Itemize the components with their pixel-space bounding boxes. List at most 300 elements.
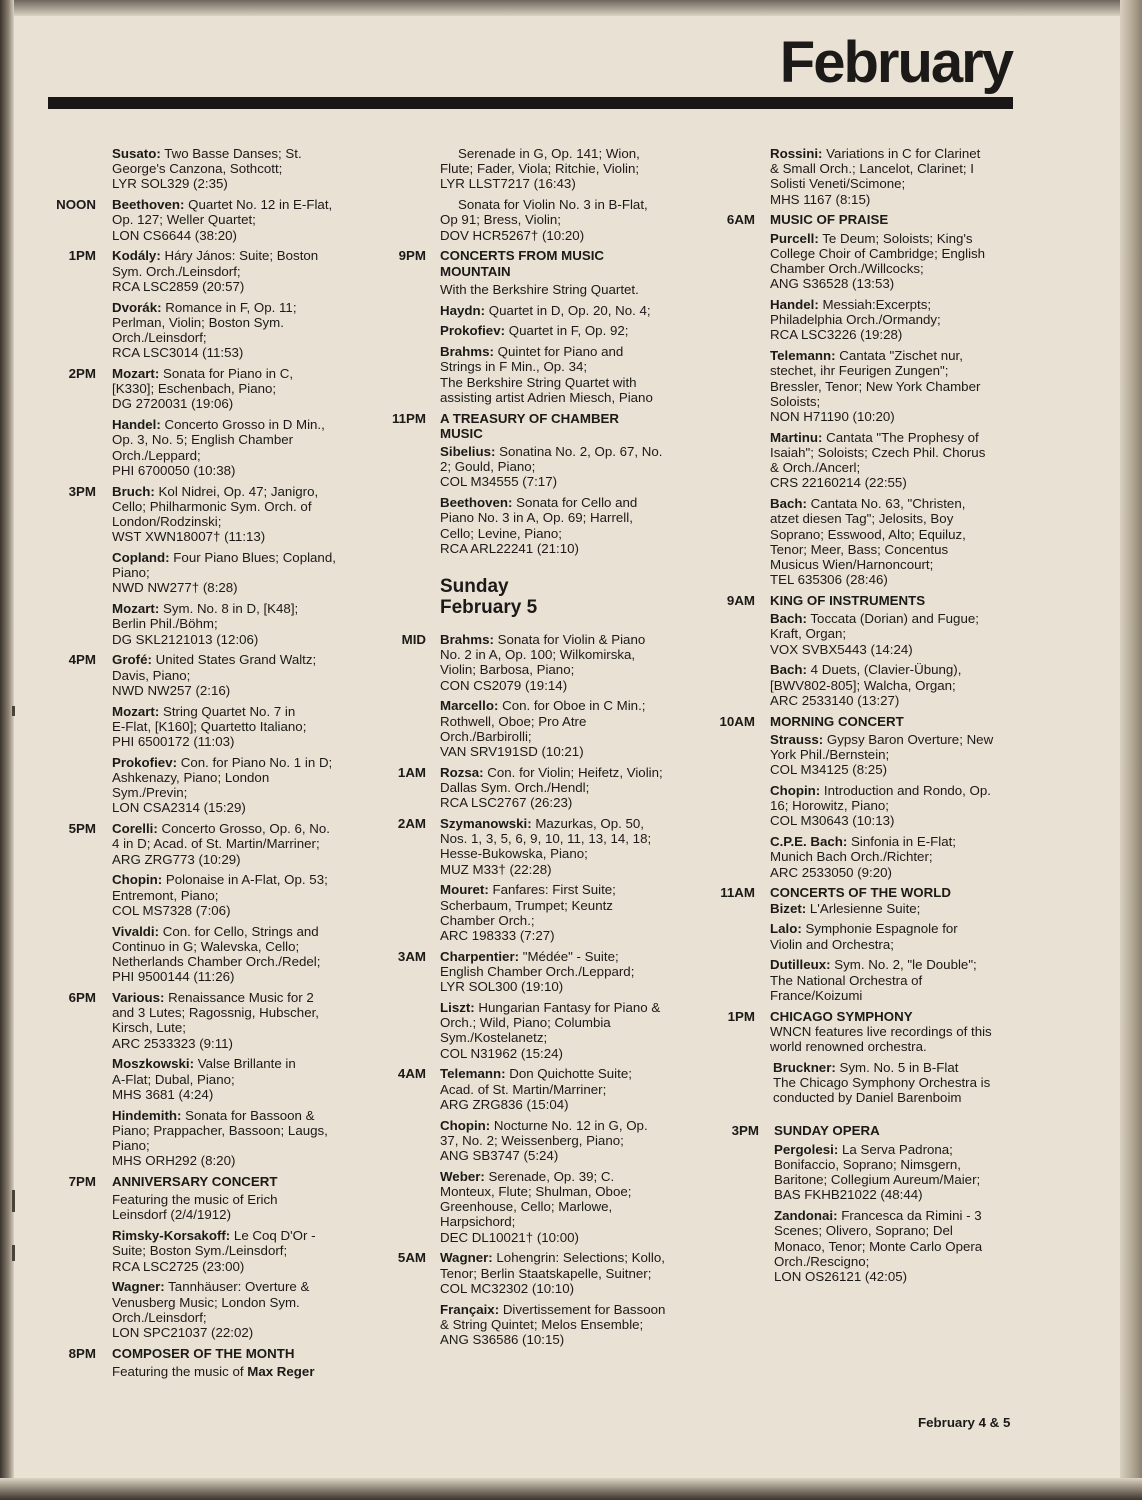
entry-line: Liszt: Hungarian Fantasy for Piano & (440, 1000, 661, 1016)
program-entry (770, 430, 1037, 491)
composer-name: Wagner: (112, 1279, 165, 1295)
entry-line: Haydn: Quartet in D, Op. 20, No. 4; (440, 302, 651, 318)
program-entry (112, 550, 370, 596)
entry-line: Kraft, Organ; (770, 626, 847, 642)
entry-line: Serenade in G, Op. 141; Wion, (458, 146, 640, 161)
time-slot-7pm (50, 1174, 370, 1228)
slot-continuation (385, 303, 713, 405)
page-edge-bottom (0, 1478, 1142, 1500)
entry-line: Bach: Toccata (Dorian) and Fugue; (770, 611, 979, 627)
entry-line: CRS 22160214 (22:55) (770, 475, 907, 491)
entry-line: stechet, ihr Feurigen Zungen"; (770, 363, 949, 379)
entry-line: Pergolesi: La Serva Padrona; (774, 1141, 953, 1157)
program-entry (112, 755, 370, 816)
binding-mark (12, 1190, 15, 1212)
slot-body (426, 411, 713, 444)
entry-line: RCA LSC2859 (20:57) (112, 278, 245, 294)
entry-line: Chopin: Polonaise in A-Flat, Op. 53; (112, 872, 328, 888)
composer-name: Brahms: (440, 344, 494, 360)
entry-line: RCA LSC2725 (23:00) (112, 1258, 245, 1274)
entry-line: atzet diesen Tag"; Jelosits, Boy (770, 511, 954, 527)
entry-line: Piano; Prappacher, Bassoon; Laugs, (112, 1122, 328, 1138)
page-title: February (779, 30, 1012, 95)
entry-line: Op 91; Bress, Violin; (440, 212, 561, 228)
entry-line: Scherbaum, Trumpet; Keuntz (440, 897, 613, 913)
composer-name: Brahms: (440, 632, 494, 648)
entry-line: Brahms: Sonata for Violin & Piano (440, 632, 646, 648)
program-description (770, 1024, 1037, 1054)
slot-continuation (715, 231, 1037, 588)
entry-line: Philadelphia Orch./Ormandy; (770, 312, 941, 328)
entry-line: LON CSA2314 (15:29) (112, 800, 246, 816)
slot-continuation (715, 1060, 1037, 1106)
entry-line: ARG ZRG773 (10:29) (112, 851, 241, 867)
entry-line: English Chamber Orch./Leppard; (440, 964, 635, 980)
slot-body (759, 1123, 1037, 1141)
composer-name: Kodály: (112, 248, 161, 264)
entry-line: Dallas Sym. Orch./Hendl; (440, 780, 590, 796)
program-entry (112, 366, 370, 412)
program-heading: SUNDAY OPERA (774, 1123, 880, 1139)
slot-body (426, 816, 713, 882)
entry-line: Musicus Wien/Harnoncourt; (770, 557, 934, 573)
entry-line: Orch./Leinsdorf; (112, 330, 207, 346)
composer-name: Rozsa: (440, 764, 484, 780)
page-edge-left (0, 0, 14, 1500)
slot-continuation (715, 611, 1037, 708)
entry-line: Prokofiev: Quartet in F, Op. 92; (440, 323, 629, 339)
time-label: 5PM (68, 821, 96, 837)
entry-line: Telemann: Cantata "Zischet nur, (770, 348, 963, 364)
entry-line: Ashkenazy, Piano; London (112, 770, 270, 786)
program-heading: COMPOSER OF THE MONTH (112, 1345, 295, 1361)
entry-line: Piano; (112, 565, 150, 581)
time-label: 6AM (726, 212, 755, 228)
time-slot-9am (715, 593, 1037, 611)
entry-line: George's Canzona, Sothcott; (112, 161, 283, 177)
entry-line: Sym. Orch./Leinsdorf; (112, 263, 241, 279)
program-entry (440, 698, 713, 759)
entry-line: ARC 2533050 (9:20) (770, 864, 892, 880)
time-slot-9pm (385, 248, 713, 302)
entry-line: ARG ZRG836 (15:04) (440, 1096, 569, 1112)
page-footer: February 4 & 5 (918, 1415, 1011, 1430)
continued-slot (715, 146, 1037, 207)
entry-line: The Berkshire String Quartet with (440, 374, 637, 390)
time-label: 8PM (68, 1345, 96, 1361)
entry-line: Sym./Kostelanetz; (440, 1030, 548, 1046)
time-label: 11PM (391, 410, 426, 426)
time-label: 7PM (68, 1174, 96, 1190)
slot-body (96, 248, 370, 299)
program-heading: MORNING CONCERT (770, 713, 904, 729)
composer-name: Copland: (112, 550, 170, 566)
entry-line: Weber: Serenade, Op. 39; C. (440, 1168, 615, 1184)
program-description (112, 1192, 370, 1222)
time-label: 3PM (68, 483, 96, 499)
entry-line: C.P.E. Bach: Sinfonia in E-Flat; (770, 834, 957, 850)
entry-line: CON CS2079 (19:14) (440, 677, 568, 693)
entry-line: Rossini: Variations in C for Clarinet (770, 146, 981, 161)
heading-line: MOUNTAIN (440, 263, 511, 279)
entry-line: ANG SB3747 (5:24) (440, 1148, 559, 1164)
slot-continuation (715, 921, 1037, 1003)
description-line: Featuring the music of Erich (112, 1192, 278, 1208)
program-entry (112, 1056, 370, 1102)
entry-line: COL M34125 (8:25) (770, 762, 888, 778)
program-heading (440, 248, 713, 278)
entry-line: ANG S36528 (13:53) (770, 276, 895, 292)
entry-line: conducted by Daniel Barenboim (773, 1090, 962, 1106)
entry-line: Rothwell, Oboe; Pro Atre (440, 713, 587, 729)
entry-line: LON CS6644 (38:20) (112, 227, 237, 243)
composer-name: Handel: (770, 297, 819, 313)
entry-line: Mozart: Sym. No. 8 in D, [K48]; (112, 601, 299, 617)
program-entry (112, 1279, 370, 1340)
entry-line: Handel: Messiah:Excerpts; (770, 297, 932, 313)
entry-line: TEL 635306 (28:46) (770, 572, 888, 588)
heading-line: CONCERTS FROM MUSIC (440, 248, 604, 264)
entry-line: RCA LSC3014 (11:53) (112, 345, 244, 361)
entry-line: ARC 2533140 (13:27) (770, 692, 900, 708)
schedule-column-3 (715, 146, 1037, 1290)
time-label: MID (401, 632, 426, 648)
entry-line: DEC DL10021† (10:00) (440, 1229, 579, 1245)
slot-continuation (385, 882, 713, 943)
entry-line: DG SKL2121013 (12:06) (112, 631, 259, 647)
description-line: WNCN features live recordings of this (770, 1023, 992, 1039)
time-label: 1PM (68, 248, 96, 264)
entry-line: Soprano; Esswood, Alto; Equiluz, (770, 526, 966, 542)
entry-line: Chopin: Introduction and Rondo, Op. (770, 783, 991, 799)
time-slot-10am (715, 714, 1037, 732)
continued-slot (385, 146, 713, 243)
composer-name: Bach: (770, 496, 807, 512)
composer-name: Corelli: (112, 821, 158, 837)
entry-line: 4 in D; Acad. of St. Martin/Marriner; (112, 836, 320, 852)
entry-line: A-Flat; Dubal, Piano; (112, 1071, 235, 1087)
slot-body (426, 248, 713, 302)
entry-line: Prokofiev: Con. for Piano No. 1 in D; (112, 754, 333, 770)
entry-line: Rozsa: Con. for Violin; Heifetz, Violin; (440, 764, 663, 780)
program-entry (440, 632, 713, 693)
time-label: 2PM (68, 366, 96, 382)
composer-name: Telemann: (440, 1066, 506, 1082)
time-label: 3PM (731, 1123, 759, 1139)
time-slot-6pm (50, 990, 370, 1056)
entry-line: COL M30643 (10:13) (770, 813, 895, 829)
entry-line: Violin and Orchestra; (770, 936, 894, 952)
slot-body (755, 714, 1037, 732)
program-entry (770, 348, 1037, 424)
program-description: With the Berkshire String Quartet. (440, 281, 639, 297)
slot-body (426, 632, 713, 698)
program-heading: KING OF INSTRUMENTS (770, 593, 926, 609)
entry-line: LON SPC21037 (22:02) (112, 1325, 254, 1341)
entry-line: WST XWN18007† (11:13) (112, 529, 266, 545)
entry-line: Orch./Leinsdorf; (112, 1309, 207, 1325)
entry-line: NWD NW257 (2:16) (112, 682, 231, 698)
entry-line: Cello; Levine, Piano; (440, 525, 562, 541)
time-label: NOON (56, 197, 96, 213)
entry-line: assisting artist Adrien Miesch, Piano (440, 389, 653, 405)
entry-line: Nos. 1, 3, 5, 6, 9, 10, 11, 13, 14, 18; (440, 831, 652, 847)
composer-name: Françaix: (440, 1301, 500, 1317)
entry-line: RCA LSC3226 (19:28) (770, 327, 903, 343)
program-entry (112, 248, 370, 294)
entry-line: LON OS26121 (42:05) (774, 1268, 908, 1284)
entry-line: COL MC32302 (10:10) (440, 1280, 575, 1296)
entry-line: Brahms: Quintet for Piano and (440, 344, 624, 360)
slot-continuation (385, 444, 713, 556)
composer-name: Liszt: (440, 1000, 475, 1016)
entry-line: Sonata for Violin No. 3 in B-Flat, (458, 197, 648, 213)
entry-line: College Choir of Cambridge; English (770, 245, 986, 261)
entry-line: Various: Renaissance Music for 2 (112, 990, 314, 1006)
entry-line: MHS ORH292 (8:20) (112, 1153, 236, 1169)
composer-name: Rimsky-Korsakoff: (112, 1228, 231, 1244)
entry-line: Strauss: Gypsy Baron Overture; New (770, 731, 994, 747)
slot-body (755, 212, 1037, 230)
entry-line: Harpsichord; (440, 1214, 516, 1230)
time-label: 2AM (397, 816, 426, 832)
entry-line: Lalo: Symphonie Espagnole for (770, 921, 958, 937)
entry-line: Rimsky-Korsakoff: Le Coq D'Or - (112, 1228, 316, 1244)
entry-line: VAN SRV191SD (10:21) (440, 744, 584, 760)
entry-line: Bruch: Kol Nidrei, Op. 47; Janigro, (112, 483, 319, 499)
slot-body (96, 1346, 370, 1385)
binding-mark (12, 706, 15, 716)
heading-line: MUSIC (440, 425, 483, 441)
time-label: 10AM (719, 713, 755, 729)
entry-line: & Orch./Ancerl; (770, 460, 861, 476)
entry-line: Strings in F Min., Op. 34; (440, 359, 588, 375)
entry-line: Piano No. 3 in A, Op. 69; Harrell, (440, 510, 633, 526)
entry-line: [K330]; Eschenbach, Piano; (112, 381, 277, 397)
entry-line: Mozart: Sonata for Piano in C, (112, 366, 294, 382)
composer-name: Mouret: (440, 882, 489, 898)
entry-line: Grofé: United States Grand Waltz; (112, 652, 317, 668)
entry-line: Bach: Cantata No. 63, "Christen, (770, 496, 966, 512)
composer-name: Bruckner: (773, 1059, 836, 1075)
entry-line: Orch./Rescigno; (774, 1253, 870, 1269)
entry-line: Hindemith: Sonata for Bassoon & (112, 1107, 315, 1123)
time-slot-noon (50, 197, 370, 248)
program-entry (773, 1060, 1037, 1106)
entry-line: Bruckner: Sym. No. 5 in B-Flat (773, 1059, 959, 1075)
composer-name: Moszkowski: (112, 1056, 195, 1072)
day-header-line: Sunday (440, 576, 509, 598)
slot-body (426, 765, 713, 816)
program-entry (770, 732, 1037, 778)
entry-line: 2; Gould, Piano; (440, 459, 536, 475)
entry-line: Corelli: Concerto Grosso, Op. 6, No. (112, 821, 331, 837)
entry-line: E-Flat, [K160]; Quartetto Italiano; (112, 718, 307, 734)
entry-line: VOX SVBX5443 (14:24) (770, 641, 913, 657)
slot-continuation (50, 704, 370, 816)
time-slot-5pm (50, 821, 370, 872)
entry-line: NON H71190 (10:20) (770, 409, 895, 425)
program-entry (440, 1250, 713, 1296)
entry-line: Continuo in G; Walevska, Cello; (112, 938, 300, 954)
entry-line: Kodály: Háry János: Suite; Boston (112, 248, 319, 264)
slot-continuation (715, 1142, 1037, 1284)
slot-continuation (50, 417, 370, 478)
entry-line: Soloists; (770, 393, 821, 409)
entry-line: York Phil./Bernstein; (770, 747, 890, 763)
time-label: 5AM (397, 1250, 426, 1266)
day-header (385, 576, 713, 618)
entry-line: Hesse-Bukowska, Piano; (440, 846, 588, 862)
composer-name: Various: (112, 990, 165, 1006)
slot-body (755, 593, 1037, 611)
entry-line: Chamber Orch.; (440, 912, 535, 928)
entry-line: LYR LLST7217 (16:43) (440, 176, 576, 192)
composer-name: Rossini: (770, 146, 823, 161)
time-slot-2pm (50, 366, 370, 417)
slot-continuation (50, 550, 370, 647)
entry-line: Monaco, Tenor; Monte Carlo Opera (774, 1238, 983, 1254)
program-entry (770, 783, 1037, 829)
binding-mark (12, 1245, 15, 1261)
composer-name: Martinu: (770, 429, 823, 445)
description-line: Leinsdorf (2/4/1912) (112, 1207, 232, 1223)
program-description (112, 1364, 370, 1379)
entry-line: Charpentier: "Médée" - Suite; (440, 948, 619, 964)
time-label: 4AM (397, 1066, 426, 1082)
slot-continuation (385, 698, 713, 759)
entry-line: Acad. of St. Martin/Marriner; (440, 1081, 607, 1097)
entry-line: MUZ M33† (22:28) (440, 861, 552, 877)
program-entry (770, 834, 1037, 880)
slot-body (96, 1174, 370, 1228)
program-heading: MUSIC OF PRAISE (770, 212, 889, 228)
day-header-line: February 5 (440, 597, 538, 619)
composer-name: Sibelius: (440, 444, 496, 460)
time-slot-mid (385, 632, 713, 698)
composer-name: Beethoven: (440, 495, 513, 511)
time-slot-3am (385, 949, 713, 1000)
program-entry (440, 1000, 713, 1061)
slot-body (96, 990, 370, 1056)
program-entry (112, 1108, 370, 1169)
program-entry (112, 652, 370, 698)
program-entry (112, 924, 370, 985)
composer-name: Mozart: (112, 601, 160, 617)
time-slot-3pm-sunday (715, 1123, 1037, 1141)
program-entry (112, 990, 370, 1051)
program-entry (440, 303, 713, 318)
composer-name: Hindemith: (112, 1107, 182, 1123)
entry-line: Isaiah"; Soloists; Czech Phil. Chorus (770, 445, 986, 461)
program-entry (112, 1228, 370, 1274)
entry-line: Orch./Leppard; (112, 447, 201, 463)
composer-name: Beethoven: (112, 197, 185, 213)
time-slot-8pm (50, 1346, 370, 1385)
slot-continuation (50, 1228, 370, 1340)
time-label: 4PM (68, 652, 96, 668)
composer-name: Handel: (112, 417, 161, 433)
composer-name: Pergolesi: (774, 1141, 839, 1157)
program-entry (770, 662, 1037, 708)
slot-body (755, 885, 1037, 921)
entry-line: PHI 6700050 (10:38) (112, 462, 236, 478)
entry-line: Op. 3, No. 5; English Chamber (112, 432, 294, 448)
composer-name: Vivaldi: (112, 923, 160, 939)
slot-body (96, 484, 370, 550)
entry-line: Mozart: String Quartet No. 7 in (112, 703, 296, 719)
time-slot-11pm (385, 411, 713, 444)
composer-name: Susato: (112, 146, 161, 161)
entry-line: LYR SOL300 (19:10) (440, 979, 564, 995)
composer-name: Zandonai: (774, 1208, 838, 1224)
program-entry (774, 1208, 1037, 1284)
entry-line: The Chicago Symphony Orchestra is (773, 1075, 991, 1091)
entry-line: Netherlands Chamber Orch./Redel; (112, 954, 321, 970)
composer-name: Marcello: (440, 698, 499, 714)
entry-line: France/Koizumi (770, 987, 863, 1003)
entry-line: RCA LSC2767 (26:23) (440, 795, 573, 811)
slot-body (96, 821, 370, 872)
page-edge-right (1120, 0, 1142, 1500)
entry-line: Bressler, Tenor; New York Chamber (770, 378, 981, 394)
entry-line: COL M34555 (7:17) (440, 474, 558, 490)
entry-line: Venusberg Music; London Sym. (112, 1294, 300, 1310)
time-slot-4pm (50, 652, 370, 703)
slot-continuation (50, 300, 370, 361)
entry-line: & String Quintet; Melos Ensemble; (440, 1316, 644, 1332)
program-entry (440, 197, 713, 243)
continued-slot (50, 146, 370, 192)
entry-line: Davis, Piano; (112, 667, 191, 683)
slot-continuation (50, 872, 370, 984)
program-entry (774, 1142, 1037, 1203)
entry-line: Kirsch, Lute; (112, 1020, 186, 1036)
program-entry (440, 765, 713, 811)
composer-name: Dvorák: (112, 299, 162, 315)
entry-line: Dvorák: Romance in F, Op. 11; (112, 299, 297, 315)
composer-name: Lalo: (770, 921, 802, 937)
program-entry (440, 323, 713, 338)
composer-name: C.P.E. Bach: (770, 834, 848, 850)
program-entry (112, 704, 370, 750)
composer-name: Bruch: (112, 483, 155, 499)
composer-name: Chopin: (112, 872, 163, 888)
entry-line: ANG S36586 (10:15) (440, 1332, 565, 1348)
description-text: Featuring the music of (112, 1364, 248, 1380)
entry-line: NWD NW277† (8:28) (112, 580, 238, 596)
description-line: world renowned orchestra. (770, 1039, 927, 1055)
entry-line: Wagner: Tannhäuser: Overture & (112, 1279, 310, 1295)
entry-line: Chamber Orch./Willcocks; (770, 261, 924, 277)
composer-name: Bizet: (770, 900, 807, 916)
title-rule (48, 97, 1013, 109)
composer-name: Prokofiev: (112, 754, 178, 770)
entry-line: 16; Horowitz, Piano; (770, 798, 889, 814)
time-label: 1AM (397, 764, 426, 780)
entry-line: Entremont, Piano; (112, 887, 219, 903)
entry-line: PHI 9500144 (11:26) (112, 969, 235, 985)
entry-line: Purcell: Te Deum; Soloists; King's (770, 230, 973, 246)
entry-line: Bach: 4 Duets, (Clavier-Übung), (770, 662, 962, 678)
program-entry (112, 146, 370, 192)
time-slot-4am (385, 1066, 713, 1117)
entry-text: L'Arlesienne Suite; (806, 900, 921, 916)
slot-body (426, 949, 713, 1000)
program-entry (770, 957, 1037, 1003)
slot-continuation (385, 1000, 713, 1061)
program-entry (112, 197, 370, 243)
